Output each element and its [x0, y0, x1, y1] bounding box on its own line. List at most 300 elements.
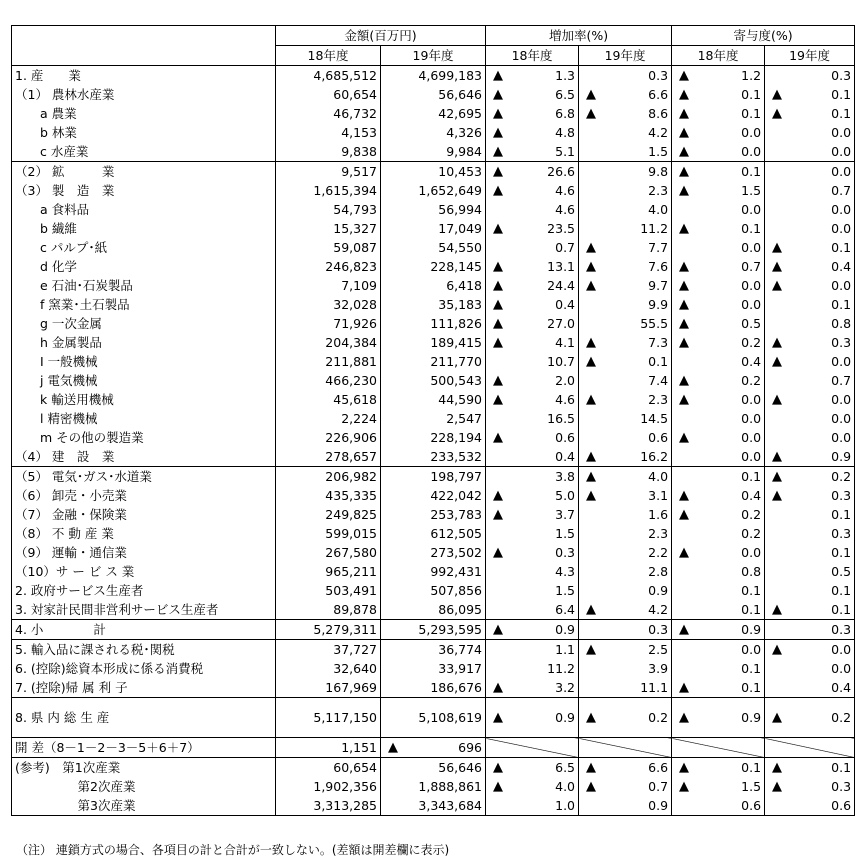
amount-19 — [381, 371, 486, 390]
triangle-negative-icon: ▲ — [679, 259, 690, 274]
contribution-18 — [672, 796, 765, 816]
cell-value: 0.1 — [831, 507, 852, 522]
contribution-19 — [765, 390, 855, 409]
triangle-negative-icon: ▲ — [493, 680, 504, 695]
growth-18 — [486, 738, 579, 758]
row-label: 第3次産業 — [12, 796, 276, 816]
contribution-18 — [672, 581, 765, 600]
contribution-19 — [765, 428, 855, 447]
triangle-negative-icon: ▲ — [772, 278, 783, 293]
amount-19-value: 44,590 — [438, 392, 483, 407]
row-label: （3） 製 造 業 — [12, 181, 276, 200]
cell-value: 0.9 — [648, 583, 669, 598]
cell-value: 7.7 — [648, 240, 669, 255]
cell-value: 0.0 — [831, 202, 852, 217]
amount-19-value: 1,888,861 — [418, 779, 483, 794]
amount-18: 204,384 — [276, 333, 381, 352]
amount-19-value: 6,418 — [446, 278, 483, 293]
growth-19 — [579, 123, 672, 142]
row-label: 7. (控除)帰 属 利 子 — [12, 678, 276, 698]
triangle-negative-icon: ▲ — [493, 373, 504, 388]
growth-18 — [486, 314, 579, 333]
contribution-19 — [765, 162, 855, 182]
triangle-negative-icon: ▲ — [586, 469, 597, 484]
contribution-19 — [765, 640, 855, 660]
amount-18: 46,732 — [276, 104, 381, 123]
contribution-19 — [765, 371, 855, 390]
row-label: （2） 鉱 業 — [12, 162, 276, 182]
growth-19 — [579, 428, 672, 447]
amount-19-value: 422,042 — [430, 488, 483, 503]
contribution-18 — [672, 257, 765, 276]
triangle-negative-icon: ▲ — [586, 710, 597, 725]
cell-value: 0.1 — [648, 354, 669, 369]
contribution-19 — [765, 295, 855, 314]
amount-19-value: 253,783 — [430, 507, 483, 522]
triangle-negative-icon: ▲ — [679, 87, 690, 102]
row-label: b 繊維 — [12, 219, 276, 238]
cell-value: 3.2 — [555, 680, 576, 695]
table-row — [12, 85, 855, 104]
amount-18: 4,685,512 — [276, 66, 381, 86]
cell-value: 0.4 — [741, 488, 762, 503]
triangle-negative-icon: ▲ — [679, 680, 690, 695]
contribution-19 — [765, 142, 855, 162]
cell-value: 7.4 — [648, 373, 669, 388]
cell-value: 0.0 — [741, 411, 762, 426]
table-row — [12, 219, 855, 238]
table-row — [12, 162, 855, 182]
triangle-negative-icon: ▲ — [679, 164, 690, 179]
triangle-negative-icon: ▲ — [493, 710, 504, 725]
amount-18: 246,823 — [276, 257, 381, 276]
table-row — [12, 295, 855, 314]
triangle-negative-icon: ▲ — [586, 278, 597, 293]
cell-value: 0.0 — [831, 642, 852, 657]
header-amount: 金額(百万円) — [276, 26, 486, 46]
contribution-18 — [672, 505, 765, 524]
row-label: 8. 県 内 総 生 産 — [12, 698, 276, 738]
cell-value: 0.0 — [831, 278, 852, 293]
amount-19 — [381, 314, 486, 333]
cell-value: 0.7 — [831, 373, 852, 388]
contribution-19 — [765, 698, 855, 738]
contribution-19 — [765, 352, 855, 371]
growth-19 — [579, 219, 672, 238]
cell-value: 0.9 — [648, 798, 669, 813]
cell-value: 4.6 — [555, 392, 576, 407]
contribution-18 — [672, 181, 765, 200]
amount-18: 60,654 — [276, 85, 381, 104]
amount-19-value: 111,826 — [430, 316, 483, 331]
cell-value: 3.1 — [648, 488, 669, 503]
cell-value: 5.0 — [555, 488, 576, 503]
row-label: 3. 対家計民間非営利サービス生産者 — [12, 600, 276, 620]
table-row — [12, 543, 855, 562]
table-row — [12, 600, 855, 620]
amount-19-value: 228,145 — [430, 259, 483, 274]
footnote: （注） 連鎖方式の場合、各項目の計と合計が一致しない。(差額は開差欄に表示) — [16, 843, 450, 857]
row-label: a 農業 — [12, 104, 276, 123]
row-label: 6. (控除)総資本形成に係る消費税 — [12, 659, 276, 678]
triangle-negative-icon: ▲ — [679, 297, 690, 312]
triangle-negative-icon: ▲ — [493, 259, 504, 274]
gdp-table-container — [11, 25, 855, 816]
amount-19-value: 992,431 — [430, 564, 483, 579]
triangle-negative-icon: ▲ — [679, 68, 690, 83]
cell-value: 0.2 — [831, 469, 852, 484]
amount-19 — [381, 777, 486, 796]
contribution-18 — [672, 620, 765, 640]
amount-18: 1,902,356 — [276, 777, 381, 796]
contribution-18 — [672, 486, 765, 505]
amount-19 — [381, 659, 486, 678]
cell-value: 26.6 — [547, 164, 576, 179]
amount-19-value: 1,652,649 — [418, 183, 483, 198]
cell-value: 0.2 — [648, 710, 669, 725]
triangle-negative-icon: ▲ — [493, 125, 504, 140]
cell-value: 0.0 — [741, 392, 762, 407]
row-label: (参考) 第1次産業 — [12, 758, 276, 778]
triangle-negative-icon: ▲ — [493, 335, 504, 350]
cell-value: 0.6 — [831, 798, 852, 813]
cell-value: 2.3 — [648, 183, 669, 198]
contribution-18 — [672, 66, 765, 86]
growth-19 — [579, 777, 672, 796]
contribution-19 — [765, 486, 855, 505]
table-row — [12, 777, 855, 796]
growth-18 — [486, 333, 579, 352]
amount-19-value: 612,505 — [430, 526, 483, 541]
triangle-negative-icon: ▲ — [772, 602, 783, 617]
table-row — [12, 562, 855, 581]
amount-19 — [381, 428, 486, 447]
growth-19 — [579, 295, 672, 314]
cell-value: 5.1 — [555, 144, 576, 159]
amount-19-value: 36,774 — [438, 642, 483, 657]
amount-19 — [381, 333, 486, 352]
growth-18 — [486, 181, 579, 200]
amount-19 — [381, 758, 486, 778]
contribution-18 — [672, 738, 765, 758]
row-label: （1） 農林水産業 — [12, 85, 276, 104]
header-amount-18: 18年度 — [276, 46, 381, 66]
row-label: l 精密機械 — [12, 409, 276, 428]
cell-value: 0.1 — [741, 602, 762, 617]
contribution-19 — [765, 659, 855, 678]
cell-value: 0.2 — [831, 710, 852, 725]
table-row — [12, 409, 855, 428]
triangle-negative-icon: ▲ — [679, 392, 690, 407]
triangle-negative-icon: ▲ — [493, 779, 504, 794]
growth-18 — [486, 620, 579, 640]
cell-value: 0.0 — [831, 164, 852, 179]
amount-19 — [381, 219, 486, 238]
cell-value: 2.3 — [648, 392, 669, 407]
row-label: j 電気機械 — [12, 371, 276, 390]
cell-value: 1.5 — [555, 526, 576, 541]
triangle-negative-icon: ▲ — [493, 316, 504, 331]
triangle-negative-icon: ▲ — [772, 335, 783, 350]
triangle-negative-icon: ▲ — [586, 240, 597, 255]
contribution-19 — [765, 257, 855, 276]
cell-value: 0.1 — [831, 106, 852, 121]
amount-18: 59,087 — [276, 238, 381, 257]
cell-value: 0.9 — [555, 622, 576, 637]
growth-19 — [579, 678, 672, 698]
growth-19 — [579, 524, 672, 543]
triangle-negative-icon: ▲ — [679, 710, 690, 725]
cell-value: 0.0 — [741, 278, 762, 293]
table-row — [12, 678, 855, 698]
amount-19-value: 500,543 — [430, 373, 483, 388]
triangle-negative-icon: ▲ — [772, 469, 783, 484]
growth-18 — [486, 142, 579, 162]
amount-19 — [381, 447, 486, 467]
triangle-negative-icon: ▲ — [679, 779, 690, 794]
table-row — [12, 181, 855, 200]
growth-18 — [486, 200, 579, 219]
row-label: 開 差（8－1－2－3－5＋6＋7） — [12, 738, 276, 758]
amount-18: 503,491 — [276, 581, 381, 600]
contribution-19 — [765, 123, 855, 142]
cell-value: 0.0 — [831, 661, 852, 676]
growth-18 — [486, 390, 579, 409]
amount-19 — [381, 104, 486, 123]
contribution-19 — [765, 238, 855, 257]
header-growth-18: 18年度 — [486, 46, 579, 66]
growth-18 — [486, 640, 579, 660]
growth-19 — [579, 257, 672, 276]
table-row — [12, 640, 855, 660]
amount-19 — [381, 409, 486, 428]
contribution-18 — [672, 104, 765, 123]
contribution-19 — [765, 562, 855, 581]
cell-value: 0.0 — [741, 240, 762, 255]
triangle-negative-icon: ▲ — [679, 278, 690, 293]
amount-19 — [381, 257, 486, 276]
growth-19 — [579, 447, 672, 467]
cell-value: 23.5 — [547, 221, 576, 236]
contribution-18 — [672, 600, 765, 620]
contribution-19 — [765, 333, 855, 352]
cell-value: 0.1 — [741, 164, 762, 179]
amount-18: 965,211 — [276, 562, 381, 581]
growth-18 — [486, 581, 579, 600]
triangle-negative-icon: ▲ — [493, 507, 504, 522]
row-label: m その他の製造業 — [12, 428, 276, 447]
amount-19 — [381, 390, 486, 409]
cell-value: 4.0 — [648, 202, 669, 217]
cell-value: 16.5 — [547, 411, 576, 426]
growth-18 — [486, 409, 579, 428]
amount-19 — [381, 66, 486, 86]
growth-19 — [579, 181, 672, 200]
growth-18 — [486, 352, 579, 371]
amount-19 — [381, 796, 486, 816]
cell-value: 0.4 — [741, 354, 762, 369]
growth-18 — [486, 467, 579, 487]
amount-19 — [381, 123, 486, 142]
contribution-19 — [765, 409, 855, 428]
cell-value: 9.8 — [648, 164, 669, 179]
growth-18 — [486, 543, 579, 562]
triangle-negative-icon: ▲ — [679, 106, 690, 121]
growth-18 — [486, 85, 579, 104]
amount-18: 3,313,285 — [276, 796, 381, 816]
amount-19 — [381, 640, 486, 660]
triangle-negative-icon: ▲ — [586, 642, 597, 657]
table-row — [12, 447, 855, 467]
growth-18 — [486, 796, 579, 816]
growth-18 — [486, 162, 579, 182]
cell-value: 2.2 — [648, 545, 669, 560]
cell-value: 1.5 — [741, 183, 762, 198]
cell-value: 1.5 — [648, 144, 669, 159]
contribution-18 — [672, 698, 765, 738]
table-row — [12, 428, 855, 447]
triangle-negative-icon: ▲ — [493, 87, 504, 102]
cell-value: 0.3 — [555, 545, 576, 560]
cell-value: 10.7 — [547, 354, 576, 369]
row-label: （8） 不 動 産 業 — [12, 524, 276, 543]
contribution-18 — [672, 678, 765, 698]
amount-19-value: 228,194 — [430, 430, 483, 445]
cell-value: 0.2 — [741, 507, 762, 522]
cell-value: 0.0 — [831, 392, 852, 407]
header-contribution-19: 19年度 — [765, 46, 855, 66]
table-row — [12, 333, 855, 352]
cell-value: 0.0 — [741, 125, 762, 140]
contribution-18 — [672, 219, 765, 238]
amount-18: 211,881 — [276, 352, 381, 371]
growth-19 — [579, 85, 672, 104]
table-row — [12, 104, 855, 123]
contribution-18 — [672, 314, 765, 333]
triangle-negative-icon: ▲ — [772, 488, 783, 503]
triangle-negative-icon: ▲ — [493, 760, 504, 775]
cell-value: 0.0 — [831, 221, 852, 236]
growth-18 — [486, 678, 579, 698]
cell-value: 6.8 — [555, 106, 576, 121]
cell-value: 3.8 — [555, 469, 576, 484]
row-label: （5） 電気･ガス･水道業 — [12, 467, 276, 487]
amount-18: 1,151 — [276, 738, 381, 758]
amount-18: 278,657 — [276, 447, 381, 467]
contribution-18 — [672, 142, 765, 162]
amount-18: 45,618 — [276, 390, 381, 409]
cell-value: 2.5 — [648, 642, 669, 657]
contribution-18 — [672, 162, 765, 182]
growth-19 — [579, 758, 672, 778]
contribution-19 — [765, 314, 855, 333]
amount-19-value: 35,183 — [438, 297, 483, 312]
growth-18 — [486, 238, 579, 257]
cell-value: 0.1 — [831, 583, 852, 598]
amount-19-value: 33,917 — [438, 661, 483, 676]
cell-value: 8.6 — [648, 106, 669, 121]
header-growth-19: 19年度 — [579, 46, 672, 66]
triangle-negative-icon: ▲ — [493, 297, 504, 312]
cell-value: 4.2 — [648, 602, 669, 617]
cell-value: 0.0 — [741, 642, 762, 657]
amount-19-value: 273,502 — [430, 545, 483, 560]
amount-19 — [381, 238, 486, 257]
amount-19-value: 42,695 — [438, 106, 483, 121]
cell-value: 4.3 — [555, 564, 576, 579]
triangle-negative-icon: ▲ — [679, 144, 690, 159]
triangle-negative-icon: ▲ — [679, 430, 690, 445]
amount-19-value: 5,293,595 — [418, 622, 483, 637]
triangle-negative-icon: ▲ — [679, 760, 690, 775]
triangle-negative-icon: ▲ — [586, 449, 597, 464]
cell-value: 1.2 — [741, 68, 762, 83]
amount-19 — [381, 142, 486, 162]
growth-19 — [579, 698, 672, 738]
cell-value: 0.3 — [831, 488, 852, 503]
cell-value: 4.8 — [555, 125, 576, 140]
triangle-negative-icon: ▲ — [493, 488, 504, 503]
growth-18 — [486, 562, 579, 581]
table-row — [12, 796, 855, 816]
table-row — [12, 698, 855, 738]
amount-18: 267,580 — [276, 543, 381, 562]
row-label: （10）サ ー ビ ス 業 — [12, 562, 276, 581]
table-body — [12, 66, 855, 816]
growth-19 — [579, 142, 672, 162]
cell-value: 6.6 — [648, 760, 669, 775]
cell-value: 0.4 — [831, 680, 852, 695]
growth-18 — [486, 123, 579, 142]
amount-18: 9,517 — [276, 162, 381, 182]
growth-18 — [486, 371, 579, 390]
row-label: d 化学 — [12, 257, 276, 276]
cell-value: 0.1 — [831, 297, 852, 312]
table-row — [12, 257, 855, 276]
cell-value: 0.3 — [831, 68, 852, 83]
cell-value: 0.1 — [831, 240, 852, 255]
cell-value: 0.0 — [831, 144, 852, 159]
triangle-negative-icon: ▲ — [493, 68, 504, 83]
amount-19-value: 10,453 — [438, 164, 483, 179]
growth-18 — [486, 257, 579, 276]
amount-18: 15,327 — [276, 219, 381, 238]
triangle-negative-icon: ▲ — [772, 87, 783, 102]
table-row — [12, 371, 855, 390]
growth-19 — [579, 581, 672, 600]
growth-18 — [486, 698, 579, 738]
cell-value: 0.1 — [831, 760, 852, 775]
cell-value: 4.2 — [648, 125, 669, 140]
growth-19 — [579, 352, 672, 371]
contribution-18 — [672, 295, 765, 314]
triangle-negative-icon: ▲ — [493, 392, 504, 407]
cell-value: 11.1 — [640, 680, 669, 695]
growth-19 — [579, 486, 672, 505]
growth-19 — [579, 543, 672, 562]
amount-18: 89,878 — [276, 600, 381, 620]
amount-19-value: 56,994 — [438, 202, 483, 217]
contribution-19 — [765, 447, 855, 467]
row-label: f 窯業･土石製品 — [12, 295, 276, 314]
amount-18: 60,654 — [276, 758, 381, 778]
triangle-negative-icon: ▲ — [772, 760, 783, 775]
amount-19 — [381, 698, 486, 738]
growth-19 — [579, 659, 672, 678]
triangle-negative-icon: ▲ — [772, 710, 783, 725]
contribution-19 — [765, 276, 855, 295]
table-row — [12, 238, 855, 257]
